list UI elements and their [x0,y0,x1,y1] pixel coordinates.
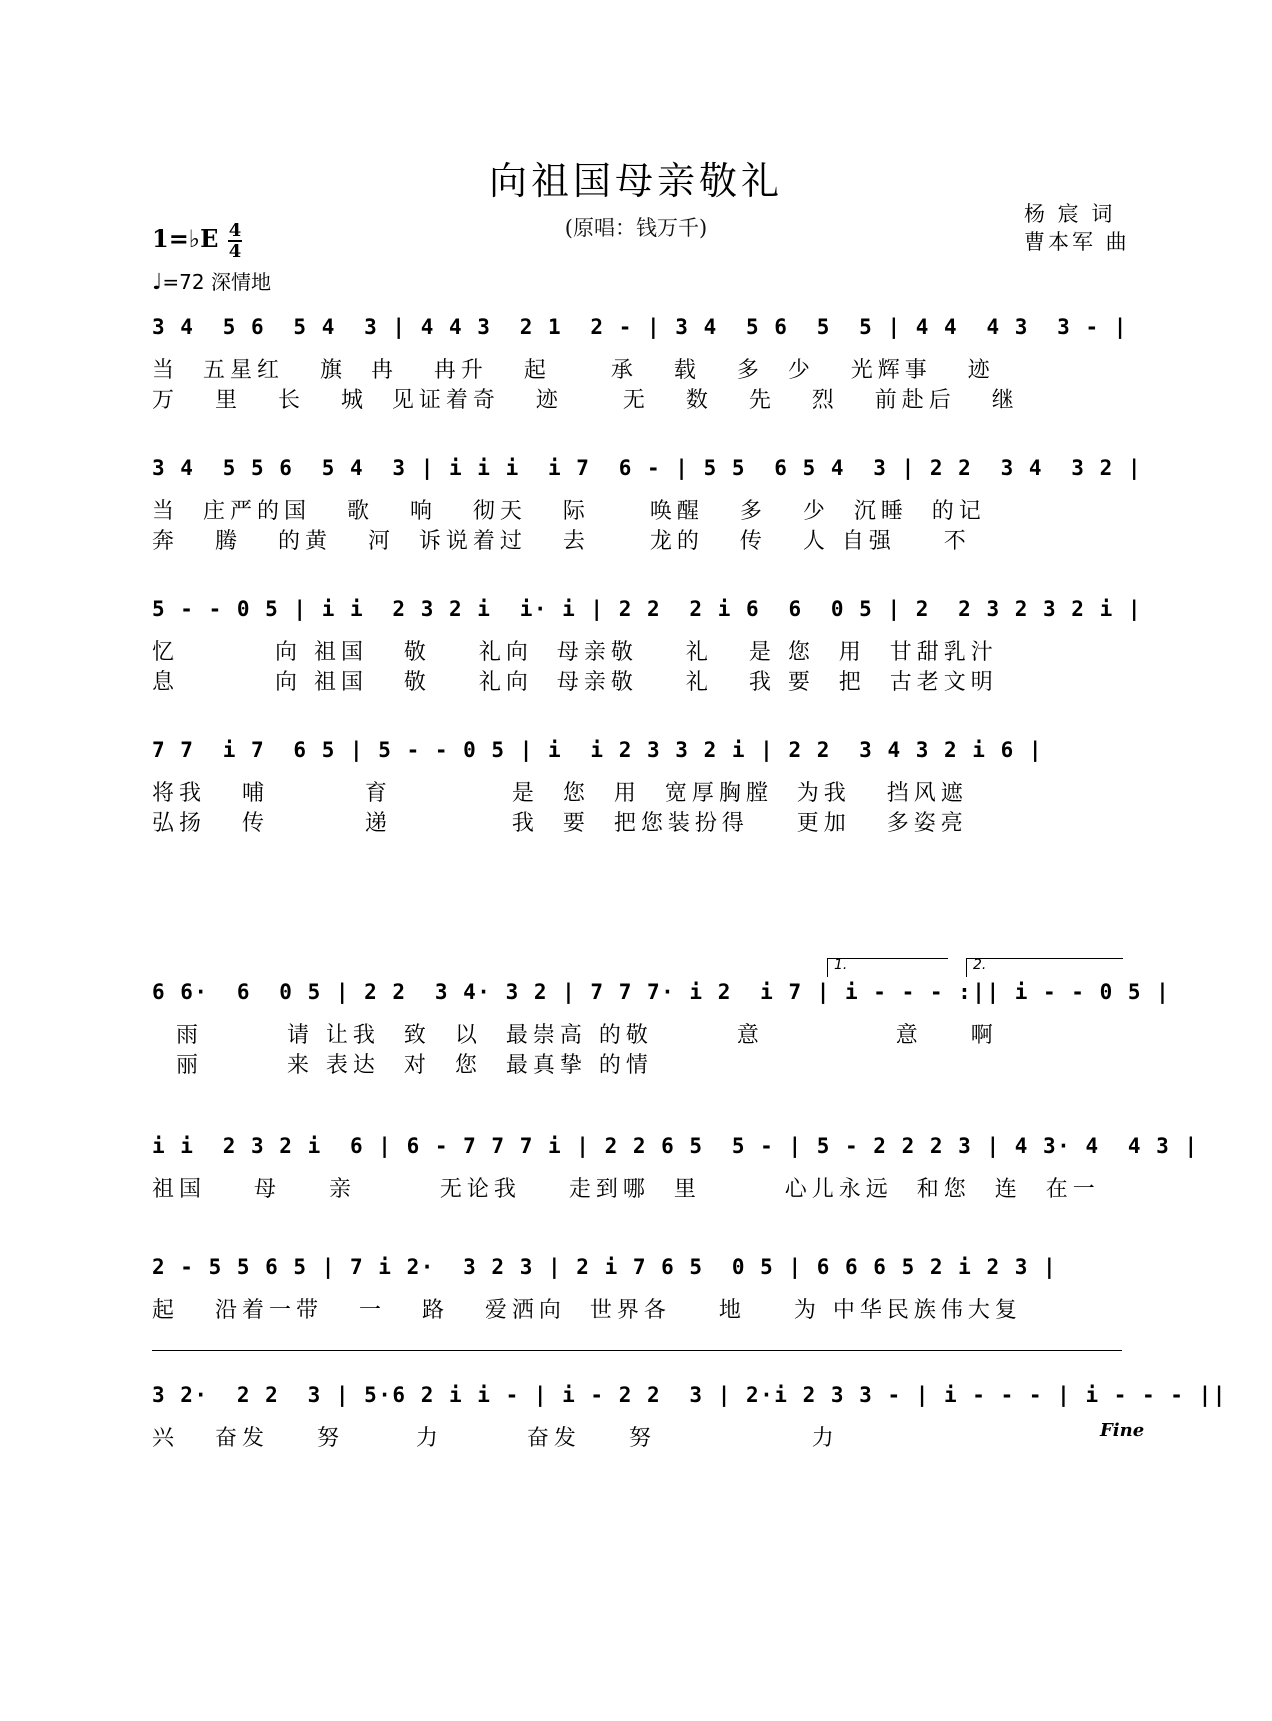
notation-line: 6 6· 6 0 5 | 2 2 3 4· 3 2 | 7 7 7· i 2 i 7 | i - - - :|| i - - 0 5 | [152,980,1171,1004]
original-singer: (原唱：钱万千) [564,216,708,240]
composer-credit: 曹本军 曲 [1024,230,1130,254]
lyrics-verse-1: 起 沿着一带 一 路 爱洒向 世界各 地 为 中华民族伟大复 [152,1298,1022,1323]
lyrics-verse-2: 息 向 祖国 敬 礼向 母亲敬 礼 我 要 把 古老文明 [152,670,998,695]
lyrics-verse-1: 兴 奋发 努 力 奋发 努 力 [152,1426,839,1451]
lyricist-credit: 杨 宸 词 [1024,202,1116,226]
lyrics-verse-1: 雨 请 让我 致 以 最崇高 的敬 意 意 啊 [152,1023,998,1048]
volta-first-label: 1. [834,957,848,973]
lyrics-verse-1: 当 五星红 旗 冉 冉升 起 承 载 多 少 光辉事 迹 [152,358,995,383]
notation-line: 7 7 i 7 6 5 | 5 - - 0 5 | i i 2 3 3 2 i | 2 2 3 4 3 2 i 6 | [152,738,1044,762]
volta-second-ending [966,958,1123,977]
time-signature [228,222,242,260]
lyrics-verse-1: 忆 向 祖国 敬 礼向 母亲敬 礼 是 您 用 甘甜乳汁 [152,640,998,665]
lyrics-verse-2: 奔 腾 的黄 河 诉说着过 去 龙的 传 人 自强 不 [152,529,971,554]
lyrics-verse-2: 弘扬 传 递 我 要 把您装扮得 更加 多姿亮 [152,811,968,836]
lyrics-verse-2: 丽 来 表达 对 您 最真挚 的情 [152,1053,653,1078]
time-signature-top: 4 [228,220,242,241]
final-bracket-line [152,1350,1122,1351]
volta-first-ending [827,958,948,977]
lyrics-verse-1: 祖国 母 亲 无论我 走到哪 里 心儿永远 和您 连 在一 [152,1177,1100,1202]
notation-line: 3 4 5 5 6 5 4 3 | i i i i 7 6 - | 5 5 6 5 4 3 | 2 2 3 4 3 2 | [152,456,1143,480]
lyrics-verse-2: 万 里 长 城 见证着奇 迹 无 数 先 烈 前赴后 继 [152,388,1019,413]
lyrics-verse-1: 将我 哺 育 是 您 用 宽厚胸膛 为我 挡风遮 [152,781,968,806]
tempo-value: =72 [162,270,205,294]
notation-line: 3 2· 2 2 3 | 5·6 2 i i - | i - 2 2 3 | 2·i 2 3 3 - | i - - - | i - - - || [152,1383,1227,1407]
notation-line: 5 - - 0 5 | i i 2 3 2 i i· i | 2 2 2 i 6 6 0 5 | 2 2 3 2 3 2 i | [152,597,1143,621]
song-title: 向祖国母亲敬礼 [488,159,783,203]
notation-line: i i 2 3 2 i 6 | 6 - 7 7 7 i | 2 2 6 5 5 - | 5 - 2 2 2 3 | 4 3· 4 4 3 | [152,1134,1199,1158]
volta-second-label: 2. [973,957,987,973]
time-signature-bottom: 4 [228,241,242,262]
notation-line: 3 4 5 6 5 4 3 | 4 4 3 2 1 2 - | 3 4 5 6 5 5 | 4 4 4 3 3 - | [152,315,1128,339]
notation-line: 2 - 5 5 6 5 | 7 i 2· 3 2 3 | 2 i 7 6 5 0 5 | 6 6 6 5 2 i 2 3 | [152,1255,1058,1279]
tempo-marking [152,266,271,295]
fine-marking: Fine [1100,1420,1145,1441]
expression-mark: 深情地 [210,270,271,294]
key-signature: 1=♭E [152,224,219,253]
lyrics-verse-1: 当 庄严的国 歌 响 彻天 际 唤醒 多 少 沉睡 的记 [152,499,986,524]
quarter-note-icon: ♩ [152,270,163,295]
